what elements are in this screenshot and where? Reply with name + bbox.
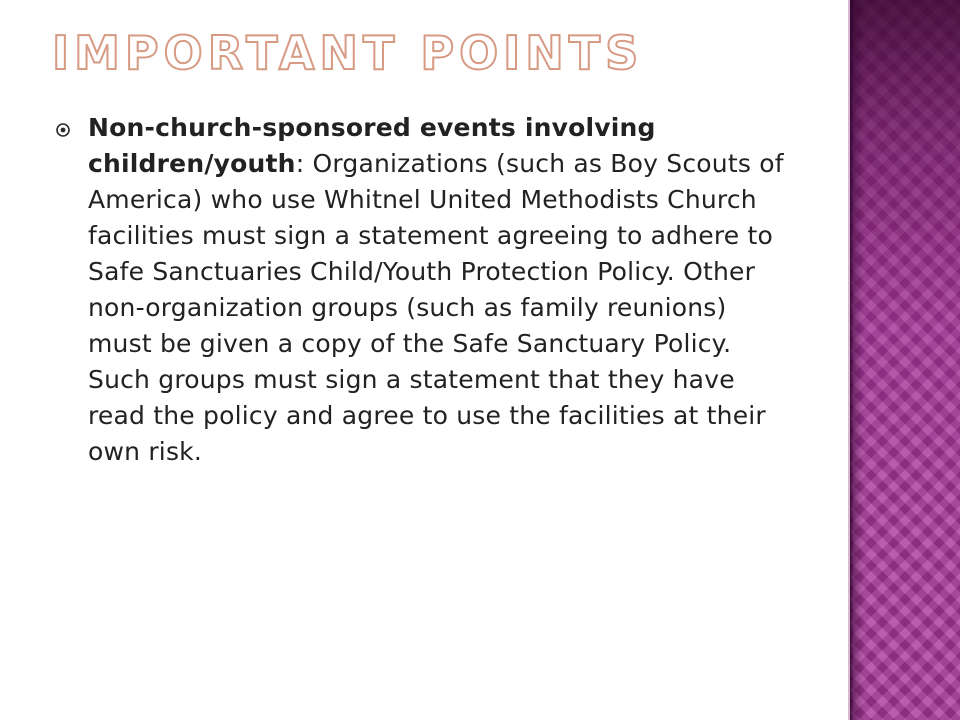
- slide-title: IMPORTANT POINTS: [52, 26, 644, 80]
- slide-body: [48, 110, 788, 470]
- target-bullet-icon: [56, 123, 70, 137]
- bullet-body: Organizations (such as Boy Scouts of America) who use Whitnel United Methodists Church facilities must sign a statement agreeing to adhere to Safe Sanctuaries Child/Youth Protection Policy. Other non-organization groups (such as family reunions) must be given a copy of the Safe Sanctuary Policy. Such groups must sign a statement that they have read the policy and agree to use the facilities at their own risk.: [88, 149, 784, 466]
- bullet-item: [48, 110, 788, 470]
- bullet-lead: Non-church-sponsored events involving children/youth: [88, 113, 656, 178]
- bullet-separator: :: [295, 149, 305, 178]
- decorative-side-band: [850, 0, 960, 720]
